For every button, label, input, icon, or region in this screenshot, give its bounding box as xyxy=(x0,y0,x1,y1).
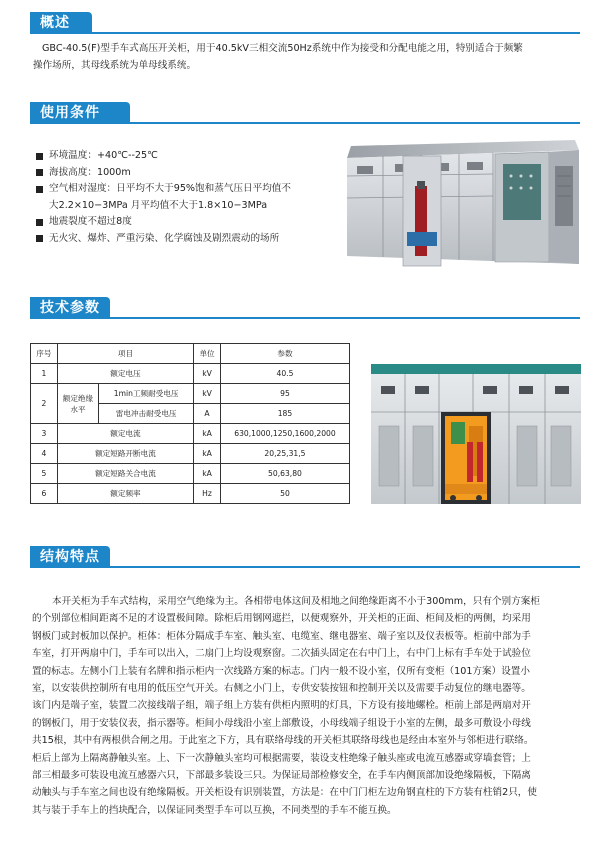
cell-unit: Hz xyxy=(194,484,221,504)
bullet-square-icon xyxy=(36,169,43,176)
cell-item: 额定电压 xyxy=(57,364,193,384)
structure-line: 的钢板门，用于安装仪表，指示器等。柜间小母线沿小室上部敷设，小母线端子组设于小室的左侧，最多可敷设小母线 xyxy=(32,717,531,729)
structure-line: 的个别部位相间距离不足的才设置极间障。除柜后用钢网遮拦，以便观察外，开关柜的正面、柜间及柜的两侧，均采用 xyxy=(32,613,531,625)
structure-line: 部三相最多可装设电流互感器六只，下部最多装设三只。为保证局部检修安全，在手车内侧顶部加设绝缘隔板，下隔离 xyxy=(32,770,531,782)
cell-unit: kA xyxy=(194,424,221,444)
bullet-square-icon xyxy=(36,186,43,193)
conditions-list xyxy=(36,148,346,248)
cell-item: 额定短路关合电流 xyxy=(57,464,193,484)
switchgear-photo-1 xyxy=(343,136,583,269)
structure-title: 结构特点 xyxy=(30,546,110,568)
structure-line: 动触头与手车室之间也设有绝缘隔板。开关柜设有识别装置，方法是：在中门门柜左边角钢直柱的下方装有柱销2只，使 xyxy=(32,787,537,799)
overview-line: GBC-40.5(F)型手车式高压开关柜，用于40.5kV三相交流50Hz系统中作为接受和分配电能之用，特别适合于频繁 xyxy=(42,43,523,54)
tech-params-table xyxy=(30,343,350,504)
cell-no: 4 xyxy=(31,444,58,464)
cell-param: 50 xyxy=(220,484,349,504)
list-item: 无火灾、爆炸、严重污染、化学腐蚀及剧烈震动的场所 xyxy=(36,231,346,248)
structure-text xyxy=(32,593,592,819)
overview-divider xyxy=(30,32,580,34)
list-item-continuation: 大2.2×10−3MPa 月平均值不大于1.8×10−3MPa xyxy=(49,199,268,211)
col-header-no: 序号 xyxy=(31,344,58,364)
structure-header xyxy=(30,546,580,568)
col-header-param: 参数 xyxy=(220,344,349,364)
switchgear-photo-2 xyxy=(371,356,581,506)
cell-param: 40.5 xyxy=(220,364,349,384)
tech-header xyxy=(30,297,580,319)
cell-unit: kV xyxy=(194,384,221,404)
cell-subitem: 1min工频耐受电压 xyxy=(99,384,194,404)
structure-divider xyxy=(30,566,580,568)
cell-param: 185 xyxy=(220,404,349,424)
bullet-square-icon xyxy=(36,219,43,226)
conditions-header xyxy=(30,102,580,124)
overview-text xyxy=(33,41,587,74)
table-row xyxy=(31,424,350,444)
table-row xyxy=(31,464,350,484)
table-header-row xyxy=(31,344,350,364)
conditions-title: 使用条件 xyxy=(30,102,130,124)
structure-line: 置的标志。左侧小门上装有名牌和指示柜内一次线路方案的标志。门内一般不设小室，仅所有变柜（101方案）设置小 xyxy=(32,665,530,677)
overview-title: 概述 xyxy=(30,12,92,34)
structure-line: 钢板门或封板加以保护。柜体：柜体分隔成手车室、触头室、电缆室、继电器室、端子室以及仪表板等。柜前中部为手 xyxy=(32,630,531,642)
cell-unit: A xyxy=(194,404,221,424)
cell-param: 50,63,80 xyxy=(220,464,349,484)
cell-item: 额定电流 xyxy=(57,424,193,444)
cell-unit: kA xyxy=(194,444,221,464)
cell-param: 630,1000,1250,1600,2000 xyxy=(220,424,349,444)
table-row xyxy=(31,384,350,404)
col-header-item: 项目 xyxy=(57,344,193,364)
cell-param: 20,25,31,5 xyxy=(220,444,349,464)
bullet-square-icon xyxy=(36,235,43,242)
cell-param: 95 xyxy=(220,384,349,404)
structure-line: 车室，打开两扇中门，手车可以出入，二扇门上均设观察窗。二次插头固定在右中门上，右中门上标有手车处于试验位 xyxy=(32,648,531,660)
structure-line: 共15根，其中有两根供合闸之用。于此室之下方，具有联络母线的开关柜其联络母线也是经由本室外与邻柜进行联络。 xyxy=(32,735,534,747)
table-row xyxy=(31,364,350,384)
cell-unit: kV xyxy=(194,364,221,384)
list-item: 空气相对湿度：日平均不大于95%饱和蒸气压日平均值不 xyxy=(36,181,346,198)
structure-line: 该门内是端子室，装置二次接线端子组，端子组上方装有供柜内照明的灯具，下方设有接地螺栓。柜前上部是两扇对开 xyxy=(32,700,531,712)
structure-line: 本开关柜为手车式结构，采用空气绝缘为主。各相带电体这间及相地之间绝缘距离不小于300mm，只有个别方案柜 xyxy=(52,596,540,607)
conditions-divider xyxy=(30,122,580,124)
overview-line: 操作场所，其母线系统为单母线系统。 xyxy=(33,59,197,71)
tech-title: 技术参数 xyxy=(30,297,110,319)
col-header-unit: 单位 xyxy=(194,344,221,364)
structure-line: 室，以安装供控制所有电用的低压空气开关。右侧之小门上，专供安装按钮和控制开关以及需要手动复位的继电器等。 xyxy=(32,683,531,695)
list-item: 环境温度：+40℃--25℃ xyxy=(36,148,346,165)
overview-header xyxy=(30,12,580,34)
cell-item: 额定短路开断电流 xyxy=(57,444,193,464)
list-item: 海拔高度：1000m xyxy=(36,165,346,182)
cell-item: 额定频率 xyxy=(57,484,193,504)
bullet-square-icon xyxy=(36,153,43,160)
cell-subitem: 雷电冲击耐受电压 xyxy=(99,404,194,424)
list-item: 地震裂度不超过8度 xyxy=(36,214,346,231)
cell-no: 6 xyxy=(31,484,58,504)
table-row xyxy=(31,444,350,464)
cell-no: 3 xyxy=(31,424,58,444)
table-row xyxy=(31,484,350,504)
cell-no: 2 xyxy=(31,384,58,424)
cell-no: 5 xyxy=(31,464,58,484)
cell-no: 1 xyxy=(31,364,58,384)
cell-unit: kA xyxy=(194,464,221,484)
structure-line: 其与装于手车上的挡块配合，以保证同类型手车可以互换，不同类型的手车不能互换。 xyxy=(32,804,397,816)
structure-line: 柜后上部为上隔离静触头室。上、下一次静触头室均可根据需要，装设支柱绝缘子触头座或电流互感器或穿墙套管；上 xyxy=(32,752,531,764)
cell-group: 额定绝缘水平 xyxy=(57,384,98,424)
tech-divider xyxy=(30,317,580,319)
